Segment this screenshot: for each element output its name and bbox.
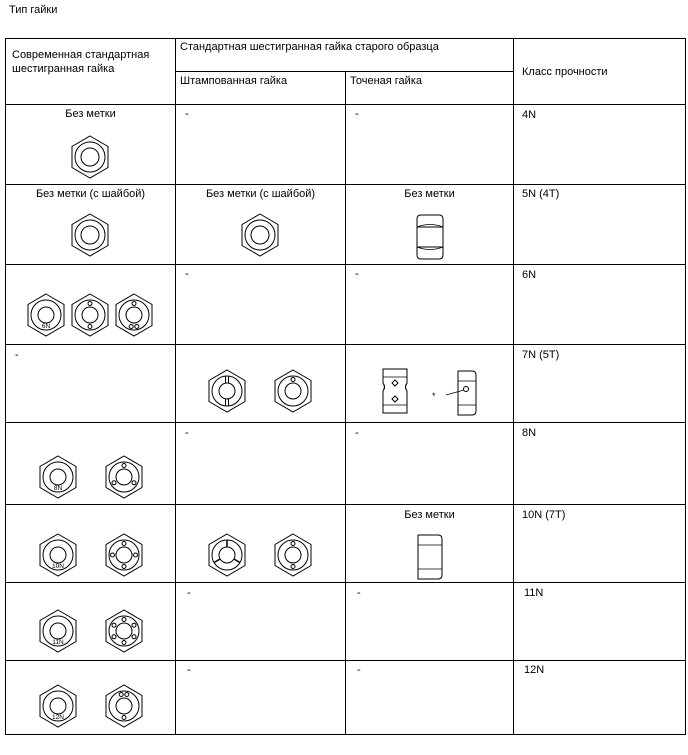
cell-label: Без метки: [404, 509, 455, 521]
turned-nut-side-icon: [416, 214, 444, 260]
cell-turned: [346, 105, 514, 185]
cell-turned: [346, 265, 514, 345]
asterisk-mark: *: [432, 391, 436, 401]
cell-label: -: [185, 427, 189, 439]
hex-nut-icon: [70, 135, 110, 179]
cell-label: Без метки (с шайбой): [35, 188, 146, 200]
cell-modern: [6, 185, 176, 265]
nut-grade-label: 6N: [41, 323, 51, 330]
cell-label: -: [15, 349, 19, 361]
stamped-nut-notched-icon: [207, 369, 247, 413]
nut-type-table: [5, 38, 686, 735]
table-row: [6, 185, 686, 265]
cell-label: -: [187, 664, 191, 676]
cell-turned: [346, 345, 514, 423]
table-row: [6, 423, 686, 505]
cell-stamped: [176, 265, 346, 345]
cell-stamped: [176, 345, 346, 423]
hex-nut-icon: [240, 213, 280, 257]
grade-value: 8N: [522, 427, 537, 439]
turned-nut-side-icon: [416, 533, 444, 581]
hex-nut-six-dot-icon: [104, 609, 144, 653]
cell-label: -: [355, 268, 359, 280]
cell-grade: [514, 105, 686, 185]
cell-label: -: [357, 587, 361, 599]
page-title: Тип гайки: [9, 4, 58, 16]
grade-value: 11N: [524, 587, 544, 599]
cell-label: -: [355, 427, 359, 439]
header-grade: Класс прочности: [514, 39, 686, 105]
grade-value: 12N: [524, 664, 545, 676]
nut-grade-label: 11N: [52, 639, 64, 646]
cell-label: -: [185, 108, 189, 120]
hex-nut-icon: [70, 213, 110, 257]
cell-turned: [346, 505, 514, 583]
header-modern: Современная стандартная шестигранная гайка: [6, 39, 176, 105]
cell-grade: [514, 583, 686, 661]
grade-value: 7N (5T): [522, 349, 560, 361]
table-row: [6, 583, 686, 661]
cell-turned: [346, 583, 514, 661]
grade-value: 4N: [522, 109, 537, 121]
cell-stamped: [176, 505, 346, 583]
turned-nut-dot-icon: [440, 369, 480, 417]
nut-grade-label: 8N: [53, 485, 63, 492]
hex-nut-11n-icon: [38, 609, 78, 653]
cell-turned: [346, 661, 514, 735]
header-turned: Точеная гайка: [346, 72, 514, 105]
hex-nut-top-two-dot-icon: [104, 684, 144, 728]
header-old-group: Стандартная шестигранная гайка старого образца: [176, 39, 514, 72]
cell-modern: [6, 423, 176, 505]
cell-modern: [6, 265, 176, 345]
hex-nut-10n-icon: [38, 533, 78, 577]
stamped-nut-three-notch-icon: [207, 533, 247, 577]
cell-modern: [6, 505, 176, 583]
cell-stamped: [176, 583, 346, 661]
cell-turned: [346, 423, 514, 505]
table-row: [6, 505, 686, 583]
hex-nut-dot-icon: [70, 293, 110, 337]
cell-modern: [6, 661, 176, 735]
nut-grade-label: 12N: [52, 714, 64, 721]
cell-modern: [6, 583, 176, 661]
stamped-nut-two-dot-icon: [273, 533, 313, 577]
grade-value: 10N (7T): [522, 509, 566, 521]
grade-value: 6N: [522, 269, 537, 281]
cell-label: Без метки: [65, 108, 116, 120]
table-row: [6, 345, 686, 423]
cell-grade: [514, 265, 686, 345]
grade-value: 5N (4T): [522, 188, 560, 200]
cell-modern: [6, 105, 176, 185]
stamped-nut-dot-icon: [273, 369, 313, 413]
table-row: [6, 661, 686, 735]
cell-grade: [514, 185, 686, 265]
hex-nut-6n-icon: [26, 293, 66, 337]
cell-label: -: [185, 268, 189, 280]
hex-nut-two-dot-icon: [114, 293, 154, 337]
nut-grade-label: 10N: [52, 563, 64, 570]
hex-nut-12n-icon: [38, 684, 78, 728]
header-row: [6, 39, 686, 72]
cell-label: -: [187, 587, 191, 599]
cell-stamped: [176, 185, 346, 265]
cell-modern: [6, 345, 176, 423]
header-stamped: Штампованная гайка: [176, 72, 346, 105]
cell-label: Без метки: [404, 188, 455, 200]
cell-stamped: [176, 423, 346, 505]
cell-stamped: [176, 661, 346, 735]
table-row: [6, 105, 686, 185]
hex-nut-8n-icon: [38, 455, 78, 499]
turned-nut-groove-icon: [382, 367, 408, 415]
cell-turned: [346, 185, 514, 265]
cell-label: -: [357, 664, 361, 676]
cell-label: Без метки (с шайбой): [205, 188, 316, 200]
table-row: [6, 265, 686, 345]
cell-grade: [514, 345, 686, 423]
hex-nut-four-dot-icon: [104, 533, 144, 577]
cell-grade: [514, 423, 686, 505]
hex-nut-three-dot-icon: [104, 455, 144, 499]
cell-grade: [514, 505, 686, 583]
cell-grade: [514, 661, 686, 735]
cell-stamped: [176, 105, 346, 185]
cell-label: -: [355, 108, 359, 120]
